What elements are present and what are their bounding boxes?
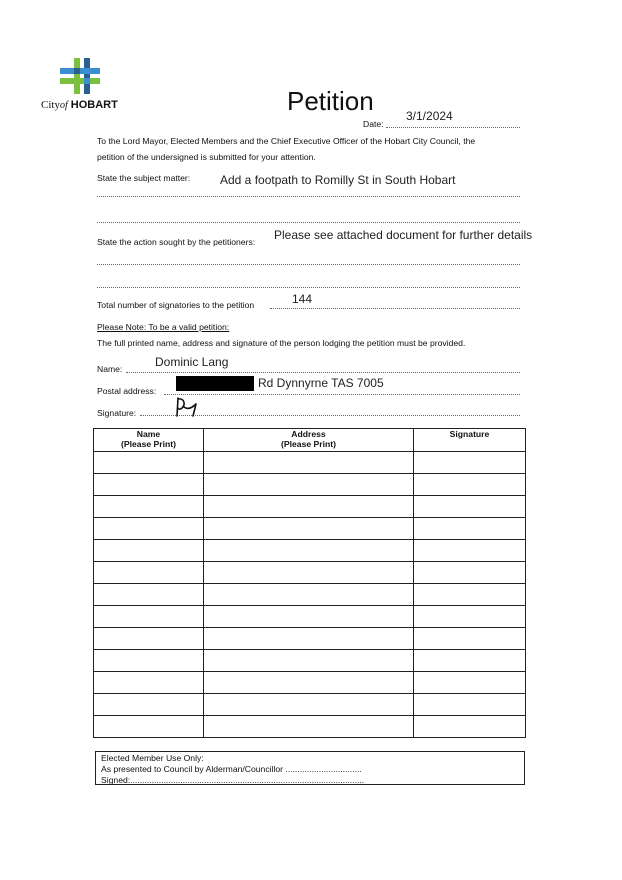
name-line <box>126 372 520 373</box>
signature-cell[interactable] <box>414 672 526 694</box>
address-cell[interactable] <box>204 694 414 716</box>
address-line <box>164 394 520 395</box>
date-value[interactable]: 3/1/2024 <box>406 109 453 123</box>
signature-cell[interactable] <box>414 584 526 606</box>
handwritten-signature-icon <box>172 394 206 420</box>
address-cell[interactable] <box>204 496 414 518</box>
signature-cell[interactable] <box>414 474 526 496</box>
table-row <box>94 650 526 672</box>
table-row <box>94 452 526 474</box>
total-line <box>270 308 520 309</box>
elected-line-3: Signed:.................................................................................................. <box>101 775 365 785</box>
name-cell[interactable] <box>94 518 204 540</box>
address-cell[interactable] <box>204 584 414 606</box>
logo-text: Cityof HOBART <box>41 99 118 111</box>
name-cell[interactable] <box>94 584 204 606</box>
header-name: Name (Please Print) <box>94 429 204 452</box>
name-cell[interactable] <box>94 650 204 672</box>
address-cell[interactable] <box>204 716 414 738</box>
signature-cell[interactable] <box>414 716 526 738</box>
table-row <box>94 496 526 518</box>
name-label: Name: <box>97 364 123 374</box>
header-address: Address (Please Print) <box>204 429 414 452</box>
name-cell[interactable] <box>94 562 204 584</box>
subject-line-2 <box>97 222 520 223</box>
note-heading: Please Note: To be a valid petition: <box>97 322 230 332</box>
signatories-table <box>93 428 526 738</box>
name-cell[interactable] <box>94 628 204 650</box>
action-line-1 <box>97 264 520 265</box>
action-label: State the action sought by the petitioners: <box>97 237 256 247</box>
address-cell[interactable] <box>204 452 414 474</box>
page-title: Petition <box>287 86 374 116</box>
address-cell[interactable] <box>204 672 414 694</box>
name-cell[interactable] <box>94 496 204 518</box>
name-cell[interactable] <box>94 716 204 738</box>
action-value[interactable]: Please see attached document for further details <box>274 228 533 242</box>
subject-line-1 <box>97 196 520 197</box>
action-line-2 <box>97 287 520 288</box>
total-label: Total number of signatories to the petition <box>97 300 255 310</box>
total-value[interactable]: 144 <box>292 292 313 306</box>
signature-cell[interactable] <box>414 694 526 716</box>
elected-member-box <box>95 751 525 785</box>
signature-cell[interactable] <box>414 650 526 672</box>
address-cell[interactable] <box>204 606 414 628</box>
table-row <box>94 562 526 584</box>
date-label: Date: <box>363 119 384 129</box>
signature-cell[interactable] <box>414 540 526 562</box>
subject-label: State the subject matter: <box>97 173 191 183</box>
intro-line-1: To the Lord Mayor, Elected Members and the Chief Executive Officer of the Hobart City Council, the <box>97 136 476 146</box>
intro-line-2: petition of the undersigned is submitted for your attention. <box>97 152 316 162</box>
name-value[interactable]: Dominic Lang <box>155 355 229 369</box>
table-row <box>94 694 526 716</box>
table-row <box>94 672 526 694</box>
elected-line-2: As presented to Council by Alderman/Councillor ................................ <box>101 764 362 774</box>
table-row <box>94 584 526 606</box>
table-row <box>94 628 526 650</box>
table-body <box>94 452 526 738</box>
date-line <box>386 127 520 128</box>
subject-value[interactable]: Add a footpath to Romilly St in South Hobart <box>220 173 456 187</box>
address-label: Postal address: <box>97 386 157 396</box>
signature-cell[interactable] <box>414 518 526 540</box>
address-cell[interactable] <box>204 650 414 672</box>
address-cell[interactable] <box>204 628 414 650</box>
address-cell[interactable] <box>204 474 414 496</box>
name-cell[interactable] <box>94 540 204 562</box>
address-cell[interactable] <box>204 540 414 562</box>
name-cell[interactable] <box>94 694 204 716</box>
table-row <box>94 518 526 540</box>
signature-cell[interactable] <box>414 452 526 474</box>
note-text: The full printed name, address and signature of the person lodging the petition must be provided. <box>97 338 466 348</box>
elected-line-1: Elected Member Use Only: <box>101 753 204 763</box>
name-cell[interactable] <box>94 474 204 496</box>
table-row <box>94 474 526 496</box>
address-value[interactable]: Rd Dynnyrne TAS 7005 <box>258 376 384 390</box>
signature-label: Signature: <box>97 408 137 418</box>
name-cell[interactable] <box>94 672 204 694</box>
signature-cell[interactable] <box>414 496 526 518</box>
name-cell[interactable] <box>94 606 204 628</box>
logo-mark-icon <box>58 57 102 97</box>
redaction-block <box>176 376 254 391</box>
signature-cell[interactable] <box>414 606 526 628</box>
table-row <box>94 540 526 562</box>
signature-cell[interactable] <box>414 628 526 650</box>
table-row <box>94 716 526 738</box>
signature-cell[interactable] <box>414 562 526 584</box>
table-row <box>94 606 526 628</box>
address-cell[interactable] <box>204 562 414 584</box>
table-header-row <box>94 429 526 452</box>
address-cell[interactable] <box>204 518 414 540</box>
name-cell[interactable] <box>94 452 204 474</box>
header-signature: Signature <box>414 429 526 452</box>
